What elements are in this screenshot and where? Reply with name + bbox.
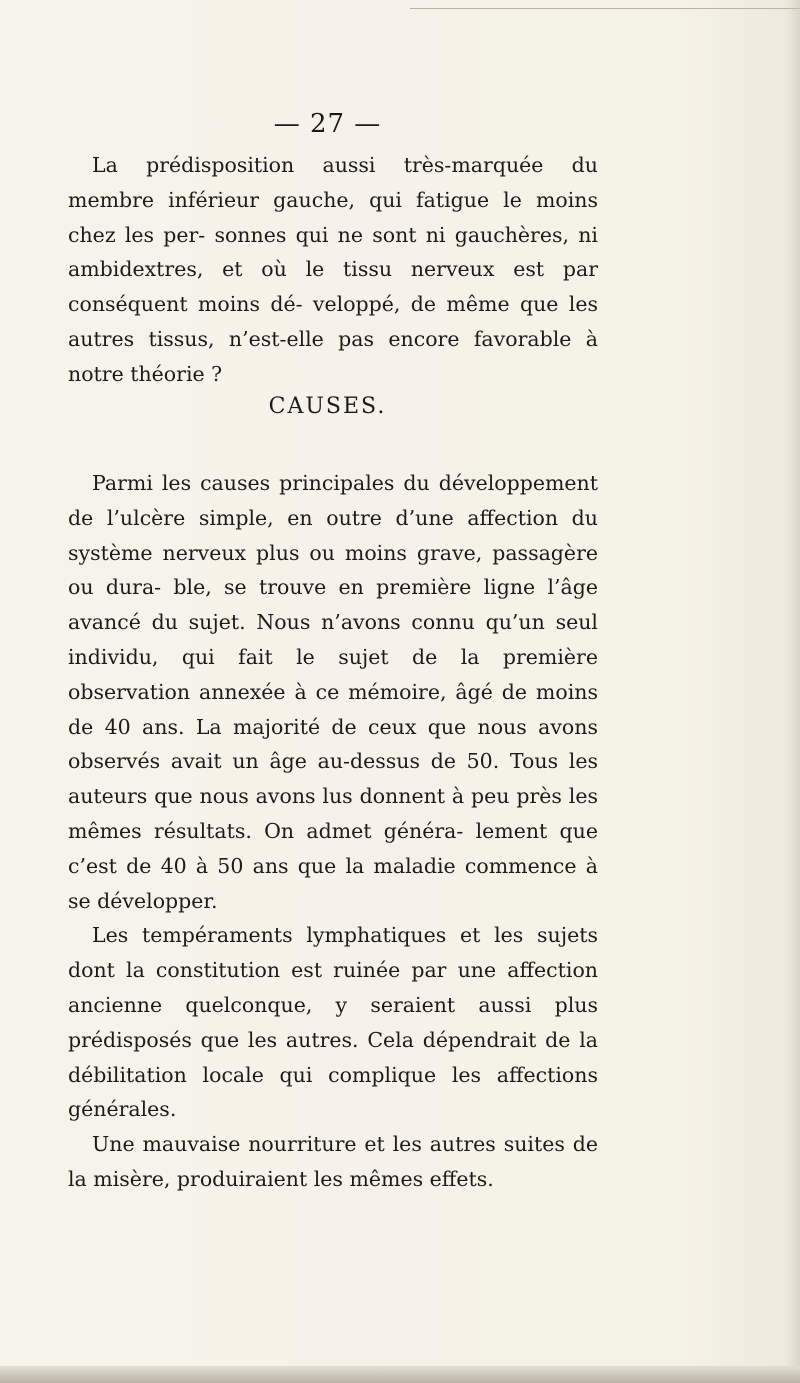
paragraph-causes: Parmi les causes principales du développement de l’ulcère simple, en outre d’une affection du système nerveux plus ou moins grave, passagère ou dura- ble, se trouve en première ligne l’âge avancé du sujet. Nous n’avons connu qu’un seul individu, qui fait le sujet de la première observation annexée à ce mémoire, âgé de moins de 40 ans. La majorité de ceux que nous avons observés avait un âge au-dessus de 50. Tous les auteurs que nous avons lus donnent à peu près les mêmes résultats. On admet généra- lement que c’est de 40 à 50 ans que la maladie commence à se développer. <box>68 471 598 913</box>
paragraph-nourriture: Une mauvaise nourriture et les autres suites de la misère, produiraient les mêmes effets. <box>68 1132 598 1191</box>
section-heading: CAUSES. <box>268 394 387 419</box>
bottom-page-edge <box>0 1366 800 1383</box>
paragraph-temperaments: Les tempéraments lymphatiques et les sujets dont la constitution est ruinée par une affection ancienne quelconque, y seraient aussi plus prédisposés que les autres. Cela dépendrait de la débilitation locale qui complique les affections générales. <box>68 923 598 1122</box>
body-text-block <box>68 148 598 392</box>
paragraph-predisposition: La prédisposition aussi très-marquée du membre inférieur gauche, qui fatigue le moins chez les per- sonnes qui ne sont ni gauchères, ni ambidextres, et où le tissu nerveux est par conséquent moins dé- veloppé, de même que les autres tissus, n’est-elle pas encore favorable à notre théorie ? <box>68 153 598 386</box>
page-number: — 27 — <box>273 109 382 139</box>
page-edge-shadow <box>786 0 800 1383</box>
top-edge-line <box>410 8 800 9</box>
causes-text-block <box>68 466 598 1197</box>
